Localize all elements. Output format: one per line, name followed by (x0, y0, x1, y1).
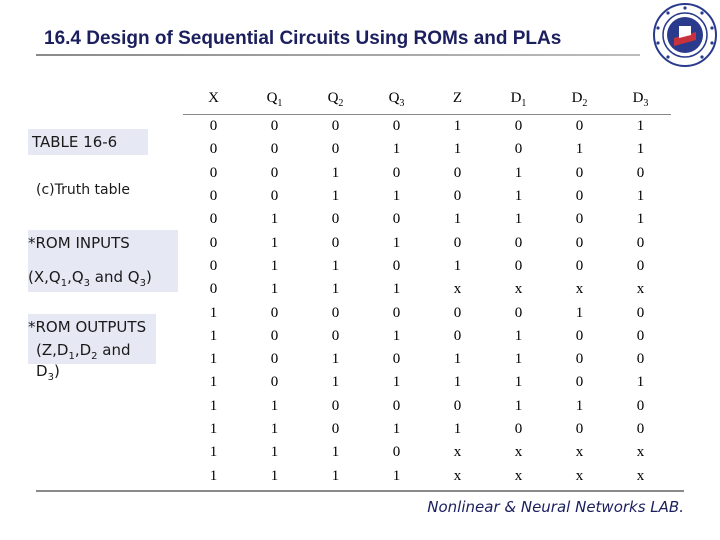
table-cell: 1 (331, 257, 340, 274)
table-cell: 0 (575, 374, 584, 391)
table-cell: 0 (209, 164, 218, 181)
table-row (183, 208, 671, 231)
table-cell: 0 (209, 118, 218, 135)
truth-table-body (183, 115, 671, 488)
table-cell: 1 (270, 281, 279, 298)
title-divider (36, 54, 640, 56)
table-cell: 1 (636, 141, 645, 158)
footer-divider (36, 490, 684, 492)
table-cell: 1 (636, 211, 645, 228)
table-cell: 1 (453, 118, 462, 135)
table-cell: 0 (575, 327, 584, 344)
table-cell: 0 (392, 211, 401, 228)
header-cell: $Q_1$ (266, 89, 283, 109)
table-cell: 1 (514, 327, 523, 344)
table-cell: 1 (209, 397, 218, 414)
table-cell: 0 (514, 421, 523, 437)
table-cell: 1 (209, 351, 218, 368)
footer-lab-name: Nonlinear & Neural Networks LAB. (427, 498, 684, 516)
table-cell: 1 (331, 467, 340, 484)
table-row (183, 348, 671, 371)
table-subcaption: (c)Truth table (36, 182, 131, 198)
table-row (183, 231, 671, 254)
table-cell: 0 (331, 397, 340, 414)
table-row (183, 115, 671, 139)
table-cell: 1 (514, 351, 523, 368)
table-cell: 1 (392, 188, 401, 205)
table-cell: 0 (636, 397, 645, 414)
table-cell: 1 (514, 374, 523, 391)
table-cell: 0 (209, 234, 218, 251)
table-cell: x (453, 281, 462, 298)
rom-outputs-list: ($Z,D_1,D_2$ and $D_3$) (36, 341, 131, 383)
table-cell: 1 (392, 421, 401, 437)
table-cell: 0 (270, 164, 279, 181)
table-row (183, 162, 671, 185)
table-cell: x (636, 467, 645, 484)
table-cell: 1 (331, 351, 340, 368)
table-cell: 1 (392, 141, 401, 158)
table-cell: 0 (636, 304, 645, 321)
table-cell: 1 (453, 421, 462, 437)
table-row (183, 464, 671, 487)
table-cell: 1 (331, 374, 340, 391)
table-cell: 1 (514, 164, 523, 181)
table-row (183, 301, 671, 324)
table-cell: 0 (575, 164, 584, 181)
table-cell: 1 (270, 234, 279, 251)
table-cell: 0 (636, 421, 645, 437)
table-cell: 1 (453, 351, 462, 368)
header-cell: Z (452, 89, 463, 106)
table-cell: 1 (331, 444, 340, 461)
table-cell: 0 (331, 118, 340, 135)
table-cell: x (453, 467, 462, 484)
table-cell: x (514, 444, 523, 461)
table-cell: 1 (331, 188, 340, 205)
table-cell: 0 (575, 421, 584, 437)
table-cell: 0 (270, 327, 279, 344)
table-cell: 0 (209, 257, 218, 274)
table-row (183, 441, 671, 464)
truth-table (183, 84, 671, 488)
header-cell: $D_3$ (632, 89, 649, 109)
table-row (183, 185, 671, 208)
table-cell: 0 (270, 118, 279, 135)
table-row (183, 325, 671, 348)
table-cell: 0 (636, 257, 645, 274)
table-cell: 0 (453, 327, 462, 344)
table-cell: x (514, 281, 523, 298)
table-cell: 1 (270, 211, 279, 228)
table-cell: x (575, 467, 584, 484)
table-cell: 0 (331, 304, 340, 321)
table-cell: 0 (453, 234, 462, 251)
table-cell: 0 (270, 304, 279, 321)
table-cell: 0 (392, 444, 401, 461)
table-cell: 1 (453, 257, 462, 274)
table-cell: 0 (392, 164, 401, 181)
table-cell: 0 (270, 351, 279, 368)
table-row (183, 138, 671, 161)
rom-outputs-heading: *ROM OUTPUTS (28, 318, 147, 336)
table-cell: 0 (514, 234, 523, 251)
table-cell: 1 (209, 444, 218, 461)
table-cell: 0 (331, 327, 340, 344)
table-cell: 0 (209, 211, 218, 228)
table-cell: 1 (636, 374, 645, 391)
table-cell: x (636, 281, 645, 298)
table-cell: 1 (209, 421, 218, 437)
table-cell: x (453, 444, 462, 461)
table-cell: 1 (392, 281, 401, 298)
table-cell: 1 (392, 374, 401, 391)
table-cell: 1 (392, 467, 401, 484)
university-seal-icon (652, 2, 718, 68)
table-cell: 1 (514, 211, 523, 228)
table-cell: 1 (209, 327, 218, 344)
table-cell: 0 (453, 397, 462, 414)
table-cell: 0 (453, 304, 462, 321)
table-cell: 0 (575, 188, 584, 205)
table-cell: 0 (514, 257, 523, 274)
table-cell: 0 (392, 397, 401, 414)
table-cell: 0 (392, 257, 401, 274)
table-cell: 1 (209, 304, 218, 321)
table-cell: 1 (270, 397, 279, 414)
table-cell: 1 (514, 188, 523, 205)
table-label-panel (28, 129, 148, 155)
header-cell: $Q_2$ (327, 89, 344, 109)
slide-title: 16.4 Design of Sequential Circuits Using ROMs and PLAs (44, 28, 562, 49)
table-cell: 1 (575, 141, 584, 158)
table-cell: 1 (209, 374, 218, 391)
table-cell: 1 (636, 118, 645, 135)
table-cell: 1 (331, 281, 340, 298)
table-cell: 0 (331, 421, 340, 437)
table-cell: 1 (575, 304, 584, 321)
table-cell: 0 (636, 164, 645, 181)
table-cell: 0 (209, 188, 218, 205)
table-cell: x (514, 467, 523, 484)
truth-table-header (183, 84, 671, 115)
rom-inputs-panel (28, 230, 178, 292)
table-row (183, 278, 671, 301)
table-row (183, 255, 671, 278)
table-cell: 0 (514, 118, 523, 135)
table-cell: 0 (392, 118, 401, 135)
table-cell: 0 (453, 188, 462, 205)
table-cell: x (575, 444, 584, 461)
table-cell: x (575, 281, 584, 298)
table-cell: 1 (453, 211, 462, 228)
table-cell: 1 (636, 188, 645, 205)
table-cell: 1 (392, 327, 401, 344)
table-cell: 1 (331, 164, 340, 181)
table-row (183, 371, 671, 394)
table-cell: 0 (209, 281, 218, 298)
table-cell: 0 (575, 211, 584, 228)
table-cell: 0 (270, 188, 279, 205)
table-label: TABLE 16-6 (32, 133, 118, 151)
table-cell: 1 (270, 467, 279, 484)
table-cell: 0 (209, 141, 218, 158)
table-cell: 0 (514, 304, 523, 321)
table-cell: 1 (575, 397, 584, 414)
table-cell: 1 (453, 141, 462, 158)
table-cell: 0 (636, 234, 645, 251)
table-cell: 1 (453, 374, 462, 391)
table-cell: 0 (270, 374, 279, 391)
table-cell: 1 (392, 234, 401, 251)
header-cell: $Q_3$ (388, 89, 405, 109)
table-cell: 0 (514, 141, 523, 158)
table-cell: 0 (575, 118, 584, 135)
table-cell: 0 (331, 211, 340, 228)
table-cell: 0 (270, 141, 279, 158)
table-cell: 0 (636, 351, 645, 368)
table-cell: 1 (270, 444, 279, 461)
table-cell: 0 (331, 141, 340, 158)
table-cell: 1 (514, 397, 523, 414)
rom-inputs-list: ($X,Q_1,Q_3$ and $Q_3$) (28, 268, 152, 289)
table-cell: 0 (575, 351, 584, 368)
table-cell: 0 (636, 327, 645, 344)
table-row (183, 395, 671, 418)
table-cell: 1 (209, 467, 218, 484)
table-cell: 1 (270, 421, 279, 437)
table-cell: x (636, 444, 645, 461)
table-cell: 0 (392, 351, 401, 368)
header-cell: $D_1$ (510, 89, 527, 109)
table-cell: 0 (453, 164, 462, 181)
table-cell: 0 (575, 234, 584, 251)
table-row (183, 418, 671, 441)
table-cell: 0 (575, 257, 584, 274)
table-cell: 0 (331, 234, 340, 251)
header-cell: X (208, 89, 219, 106)
rom-outputs-panel (28, 314, 156, 383)
header-cell: $D_2$ (571, 89, 588, 109)
table-cell: 0 (392, 304, 401, 321)
rom-inputs-heading: *ROM INPUTS (28, 234, 130, 252)
table-cell: 1 (270, 257, 279, 274)
